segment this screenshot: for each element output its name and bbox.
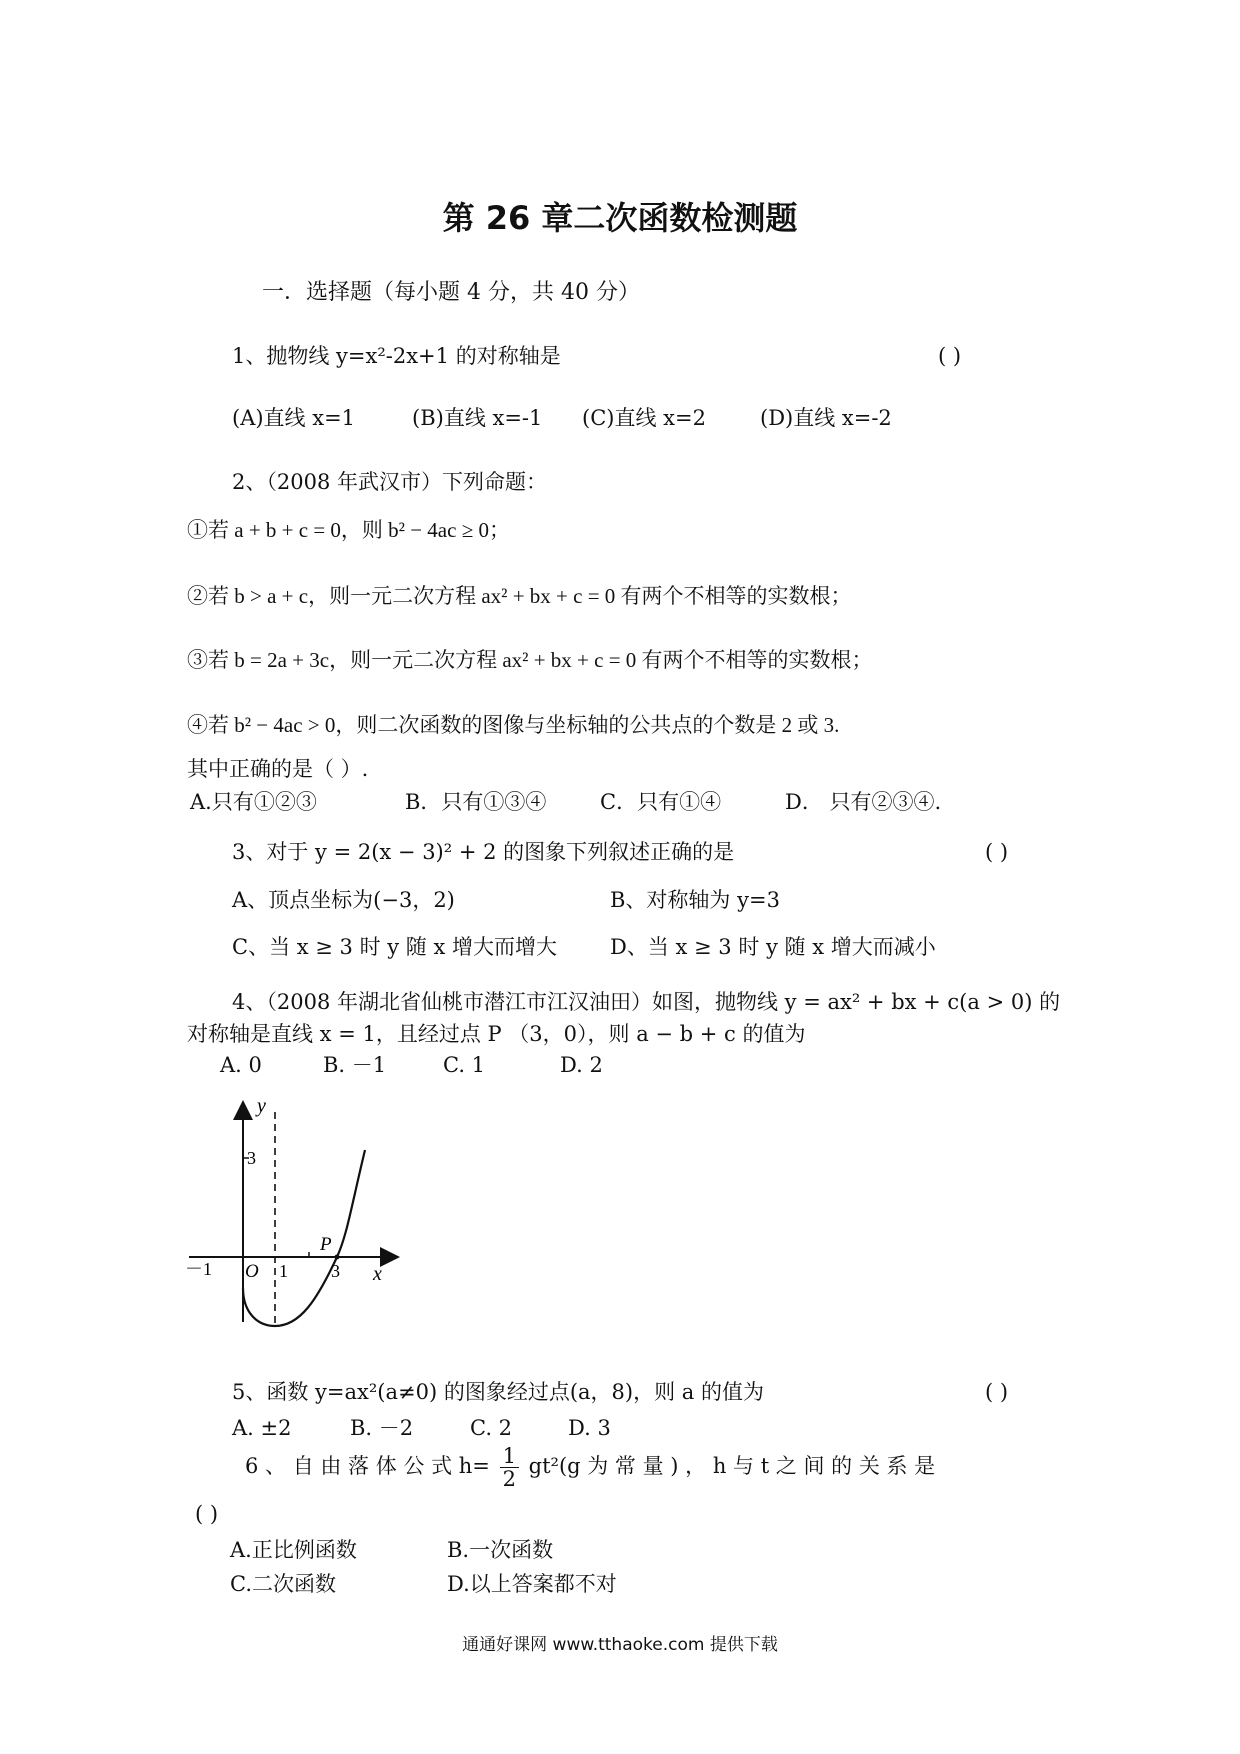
- q3-stem: 3、对于 y = 2(x − 3)² + 2 的图象下列叙述正确的是: [232, 840, 735, 864]
- origin-label: O: [245, 1261, 259, 1282]
- q6-option-d: D.以上答案都不对: [447, 1572, 617, 1596]
- q4-stem-line2: 对称轴是直线 x = 1，且经过点 P （3，0），则 a − b + c 的值为: [187, 1022, 806, 1046]
- q5-option-a: A. ±2: [232, 1416, 292, 1440]
- q1-answer-paren: ( ): [938, 344, 962, 368]
- q1-option-c: (C)直线 x=2: [582, 406, 706, 430]
- q2-prop-4: ④若 b² − 4ac > 0，则二次函数的图像与坐标轴的公共点的个数是 2 或 3.: [187, 713, 840, 737]
- q4-option-b: B. －1: [323, 1053, 387, 1077]
- q3-option-a: A、顶点坐标为(−3，2): [232, 888, 455, 912]
- q1-option-a: (A)直线 x=1: [232, 406, 356, 430]
- q4-option-d: D. 2: [560, 1053, 603, 1077]
- q6-stem-before: 6 、 自 由 落 体 公 式 h=: [245, 1454, 490, 1479]
- x-tick-label-neg1: －1: [185, 1259, 212, 1279]
- point-p: [335, 1255, 340, 1260]
- q4-stem-line1: 4、（2008 年湖北省仙桃市潜江市江汉油田）如图，抛物线 y = ax² + bx + c(a > 0) 的: [232, 990, 1061, 1014]
- footer-credit: 通通好课网 www.tthaoke.com 提供下载: [462, 1635, 778, 1655]
- q4-option-c: C. 1: [443, 1053, 486, 1077]
- point-p-label: P: [320, 1234, 332, 1255]
- y-axis-label: y: [257, 1100, 266, 1117]
- q2-option-a: A.只有①②③: [190, 790, 317, 814]
- q2-prop-3: ③若 b = 2a + 3c，则一元二次方程 ax² + bx + c = 0 有两个不相等的实数根；: [187, 648, 873, 672]
- section-heading: 一．选择题（每小题 4 分，共 40 分）: [262, 280, 640, 305]
- y-tick-label-3: 3: [247, 1148, 256, 1168]
- q5-option-d: D. 3: [568, 1416, 611, 1440]
- q6-frac-num: 1: [500, 1445, 519, 1468]
- q3-answer-paren: ( ): [985, 840, 1009, 864]
- q2-ask: 其中正确的是（ ）.: [187, 757, 369, 781]
- q1-stem: 1、抛物线 y=x²-2x+1 的对称轴是: [232, 344, 561, 368]
- q5-option-b: B. －2: [350, 1416, 414, 1440]
- q3-option-d: D、当 x ≥ 3 时 y 随 x 增大而减小: [610, 935, 936, 959]
- q1-option-b: (B)直线 x=-1: [412, 406, 543, 430]
- x-tick-label-1: 1: [279, 1261, 288, 1281]
- q6-option-b: B.一次函数: [447, 1538, 554, 1562]
- q3-option-b: B、对称轴为 y=3: [610, 888, 780, 912]
- q4-option-a: A. 0: [220, 1053, 262, 1077]
- q3-option-c: C、当 x ≥ 3 时 y 随 x 增大而增大: [232, 935, 557, 959]
- page-title: 第 26 章二次函数检测题: [442, 199, 798, 237]
- q2-prop-2: ②若 b > a + c，则一元二次方程 ax² + bx + c = 0 有两个不相等的实数根；: [187, 584, 852, 608]
- q6-answer-paren: ( ): [195, 1502, 219, 1526]
- x-tick-label-3: 3: [331, 1261, 340, 1281]
- q6-option-a: A.正比例函数: [230, 1538, 357, 1562]
- q5-answer-paren: ( ): [985, 1380, 1009, 1404]
- parabola-graph: [185, 1100, 405, 1340]
- parabola-curve: [243, 1150, 365, 1326]
- q2-option-b: B．只有①③④: [405, 790, 547, 814]
- q6-frac-den: 2: [502, 1467, 516, 1492]
- q2-option-c: C．只有①④: [600, 790, 722, 814]
- q1-option-d: (D)直线 x=-2: [760, 406, 892, 430]
- q6-stem-after: gt²(g 为 常 量 ) ， h 与 t 之 间 的 关 系 是: [528, 1454, 936, 1479]
- q5-option-c: C. 2: [470, 1416, 513, 1440]
- x-axis-label: x: [373, 1263, 382, 1285]
- q5-stem: 5、函数 y=ax²(a≠0) 的图象经过点(a，8)，则 a 的值为: [232, 1380, 764, 1404]
- q6-fraction: [500, 1445, 519, 1490]
- q6-option-c: C.二次函数: [230, 1572, 336, 1596]
- q2-stem: 2、（2008 年武汉市）下列命题：: [232, 470, 547, 494]
- q2-option-d: D． 只有②③④.: [785, 790, 942, 814]
- q6-stem: [245, 1445, 935, 1490]
- q2-prop-1: ①若 a + b + c = 0，则 b² − 4ac ≥ 0；: [187, 518, 510, 542]
